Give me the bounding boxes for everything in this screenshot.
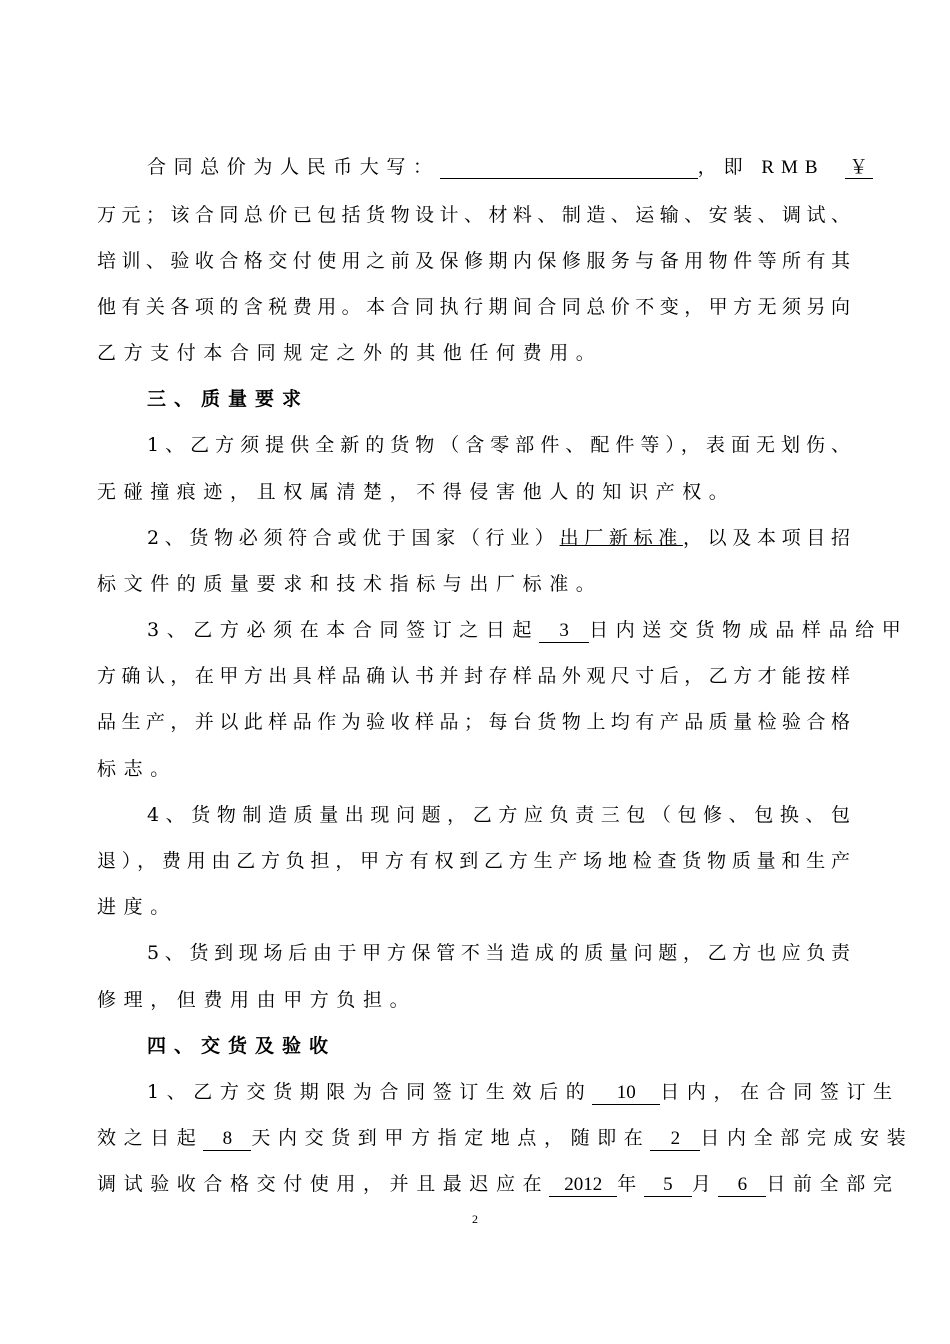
price-line-3: 培训、验收合格交付使用之前及保修期内保修服务与备用物件等所有其 — [97, 250, 850, 272]
page-number: 2 — [472, 1212, 478, 1226]
section-heading-quality: 三、质量要求 — [147, 388, 310, 410]
section-heading-delivery: 四、交货及验收 — [147, 1035, 337, 1057]
quality-item-3-line-1: 3、乙方必须在本合同签订之日起 3 日内送交货物成品样品给甲 — [147, 619, 909, 641]
quality-item-3-line-3: 品生产，并以此样品作为验收样品；每台货物上均有产品质量检验合格 — [97, 711, 850, 733]
installation-days-field: 2 — [650, 1128, 700, 1151]
quality-item-2-line-1: 2、货物必须符合或优于国家（行业）出厂新标准，以及本项目招 — [147, 527, 850, 549]
price-text: 合同总价为人民币大写： — [147, 156, 440, 178]
deadline-year-field: 2012 — [549, 1174, 617, 1197]
deadline-day-field: 6 — [718, 1174, 766, 1197]
quality-item-2-line-2: 标文件的质量要求和技术指标与出厂标准。 — [97, 573, 603, 595]
price-line-4: 他有关各项的含税费用。本合同执行期间合同总价不变，甲方无须另向 — [97, 296, 850, 318]
sample-days-field: 3 — [539, 620, 589, 643]
quality-item-4-line-2: 退），费用由乙方负担，甲方有权到乙方生产场地检查货物质量和生产 — [97, 850, 850, 872]
quality-item-3-line-4: 标志。 — [97, 758, 177, 780]
delivery-item-1-line-1: 1、乙方交货期限为合同签订生效后的 10 日内，在合同签订生 — [147, 1081, 900, 1103]
quality-item-4-line-3: 进度。 — [97, 896, 177, 918]
quality-item-4-line-1: 4、货物制造质量出现问题，乙方应负责三包（包修、包换、包 — [147, 804, 850, 826]
price-blank-rmb: ￥ — [845, 156, 873, 179]
quality-item-5-line-1: 5、货到现场后由于甲方保管不当造成的质量问题，乙方也应负责 — [147, 942, 850, 964]
standard-underlined: 出厂新标准 — [559, 527, 683, 549]
quality-item-3-line-2: 方确认，在甲方出具样品确认书并封存样品外观尺寸后，乙方才能按样 — [97, 665, 850, 687]
price-blank-upper — [440, 156, 698, 179]
delivery-to-site-days-field: 8 — [203, 1128, 251, 1151]
price-line-1 — [147, 150, 869, 184]
delivery-item-1-line-3: 调试验收合格交付使用，并且最迟应在 2012 年 5 月 6 日前全部完 — [97, 1173, 900, 1195]
delivery-days-field: 10 — [592, 1082, 660, 1105]
price-line-5: 乙方支付本合同规定之外的其他任何费用。 — [97, 342, 603, 364]
price-line-2: 万元；该合同总价已包括货物设计、材料、制造、运输、安装、调试、 — [97, 204, 850, 226]
delivery-item-1-line-2: 效之日起 8 天内交货到甲方指定地点，随即在 2 日内全部完成安装 — [97, 1127, 914, 1149]
quality-item-5-line-2: 修理，但费用由甲方负担。 — [97, 989, 417, 1011]
quality-item-1-line-1: 1、乙方须提供全新的货物（含零部件、配件等），表面无划伤、 — [147, 434, 850, 456]
deadline-month-field: 5 — [644, 1174, 692, 1197]
rmb-label: ，即 RMB — [697, 157, 825, 178]
quality-item-1-line-2: 无碰撞痕迹，且权属清楚，不得侵害他人的知识产权。 — [97, 481, 736, 503]
